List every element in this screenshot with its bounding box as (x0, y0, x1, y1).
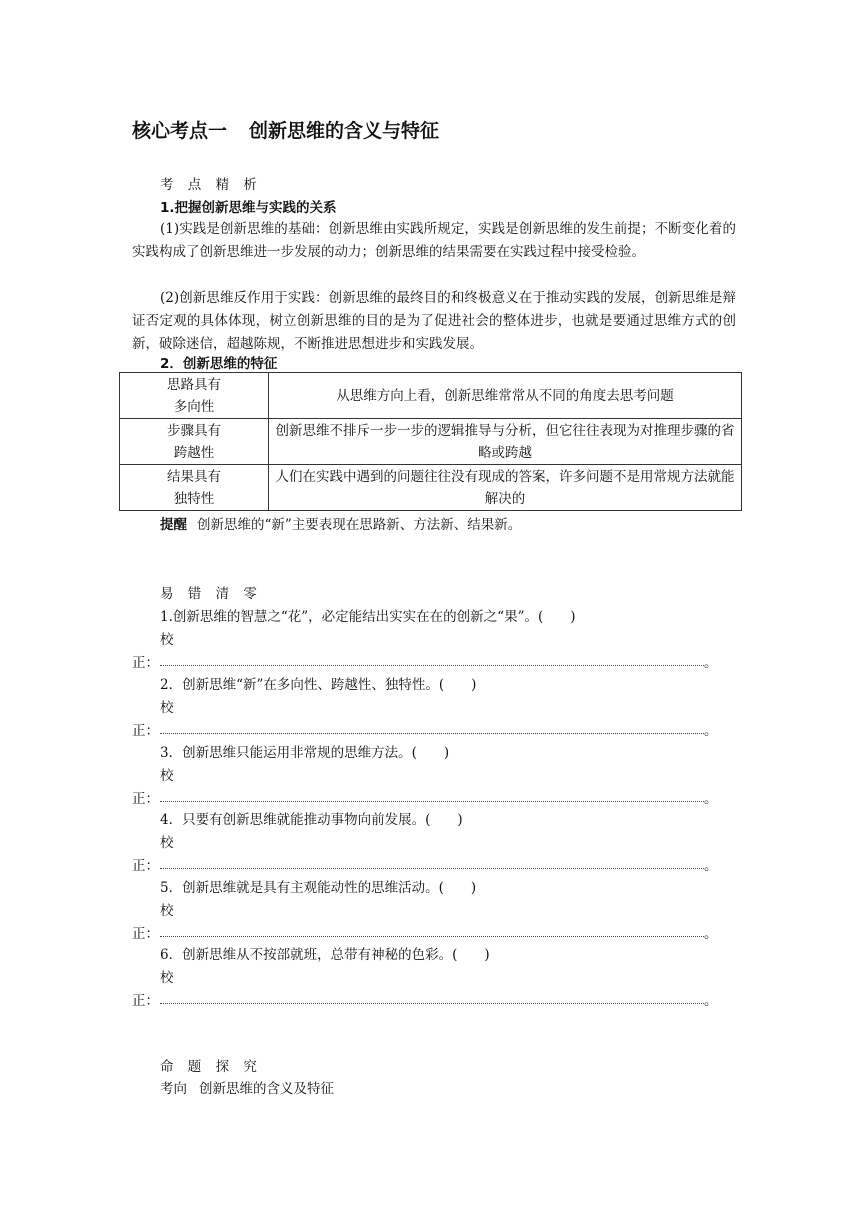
direction-text: 创新思维的含义及特征 (199, 1081, 334, 1097)
paragraph-2: (2)创新思维反作用于实践：创新思维的最终目的和终极意义在于推动实践的发展，创新思维是辩证否定观的具体体现，树立创新思维的目的是为了促进社会的整体进步，也就是要通过思维方式的创新，破除迷信，超越陈规，不断推进思想进步和实践发展。 (132, 290, 736, 352)
direction-line (160, 1077, 334, 1097)
reminder-text: 创新思维的“新”主要表现在思路新、方法新、结果新。 (197, 517, 522, 533)
direction-label: 考向 (160, 1081, 187, 1097)
error-item-4: 4．只要有创新思维就能推动事物向前发展。( ) (160, 812, 463, 828)
correction-label-top: 校 (160, 632, 174, 648)
table-value-cell: 创新思维不排斥一步一步的逻辑推导与分析，但它往往表现为对推理步骤的省略或跨越 (269, 419, 742, 465)
correction-label-bottom: 正： (132, 993, 159, 1009)
end-mark: 。 (704, 858, 718, 874)
table-value-cell: 人们在实践中遇到的问题往往没有现成的答案，许多问题不是用常规方法就能解决的 (269, 465, 742, 511)
page-title (132, 116, 439, 143)
correction-label-top: 校 (160, 835, 174, 851)
correction-label-bottom: 正： (132, 723, 159, 739)
reminder-label: 提醒 (160, 517, 187, 533)
error-item-6: 6．创新思维从不按部就班，总带有神秘的色彩。( ) (160, 947, 490, 963)
correction-line[interactable] (160, 936, 704, 937)
correction-line[interactable] (160, 1003, 704, 1004)
title-part-1: 核心考点一 (132, 120, 228, 142)
section-label-analysis: 考 点 精 析 (160, 177, 262, 193)
reminder (160, 513, 521, 533)
error-item-2: 2．创新思维“新”在多向性、跨越性、独特性。( ) (160, 677, 477, 693)
correction-line[interactable] (160, 733, 704, 734)
correction-label-bottom: 正： (132, 858, 159, 874)
correction-label-top: 校 (160, 903, 174, 919)
correction-line[interactable] (160, 801, 704, 802)
correction-label-top: 校 (160, 700, 174, 716)
table-row (120, 373, 742, 419)
end-mark: 。 (704, 655, 718, 671)
feature-table (119, 372, 742, 511)
correction-line[interactable] (160, 868, 704, 869)
correction-line[interactable] (160, 665, 704, 666)
subheading-2: 2．创新思维的特征 (160, 356, 278, 372)
end-mark: 。 (704, 993, 718, 1009)
error-item-5: 5．创新思维就是具有主观能动性的思维活动。( ) (160, 880, 477, 896)
end-mark: 。 (704, 723, 718, 739)
subheading-1: 1.把握创新思维与实践的关系 (160, 200, 337, 216)
section-label-explore: 命 题 探 究 (160, 1059, 262, 1075)
error-item-1: 1.创新思维的智慧之“花”，必定能结出实实在在的创新之“果”。( ) (160, 609, 576, 625)
correction-label-bottom: 正： (132, 926, 159, 942)
section-label-errors: 易 错 清 零 (160, 586, 262, 602)
correction-label-top: 校 (160, 970, 174, 986)
paragraph-1: (1)实践是创新思维的基础：创新思维由实践所规定，实践是创新思维的发生前提；不断变化着的实践构成了创新思维进一步发展的动力；创新思维的结果需要在实践过程中接受检验。 (132, 221, 736, 260)
table-key-cell: 思路具有 多向性 (120, 373, 269, 419)
table-value-cell: 从思维方向上看，创新思维常常从不同的角度去思考问题 (269, 373, 742, 419)
correction-label-bottom: 正： (132, 791, 159, 807)
table-key-cell: 步骤具有 跨越性 (120, 419, 269, 465)
error-item-3: 3．创新思维只能运用非常规的思维方法。( ) (160, 745, 450, 761)
table-row (120, 419, 742, 465)
table-row (120, 465, 742, 511)
end-mark: 。 (704, 791, 718, 807)
end-mark: 。 (704, 926, 718, 942)
title-part-2: 创新思维的含义与特征 (249, 120, 440, 142)
correction-label-bottom: 正： (132, 655, 159, 671)
table-key-cell: 结果具有 独特性 (120, 465, 269, 511)
correction-label-top: 校 (160, 768, 174, 784)
